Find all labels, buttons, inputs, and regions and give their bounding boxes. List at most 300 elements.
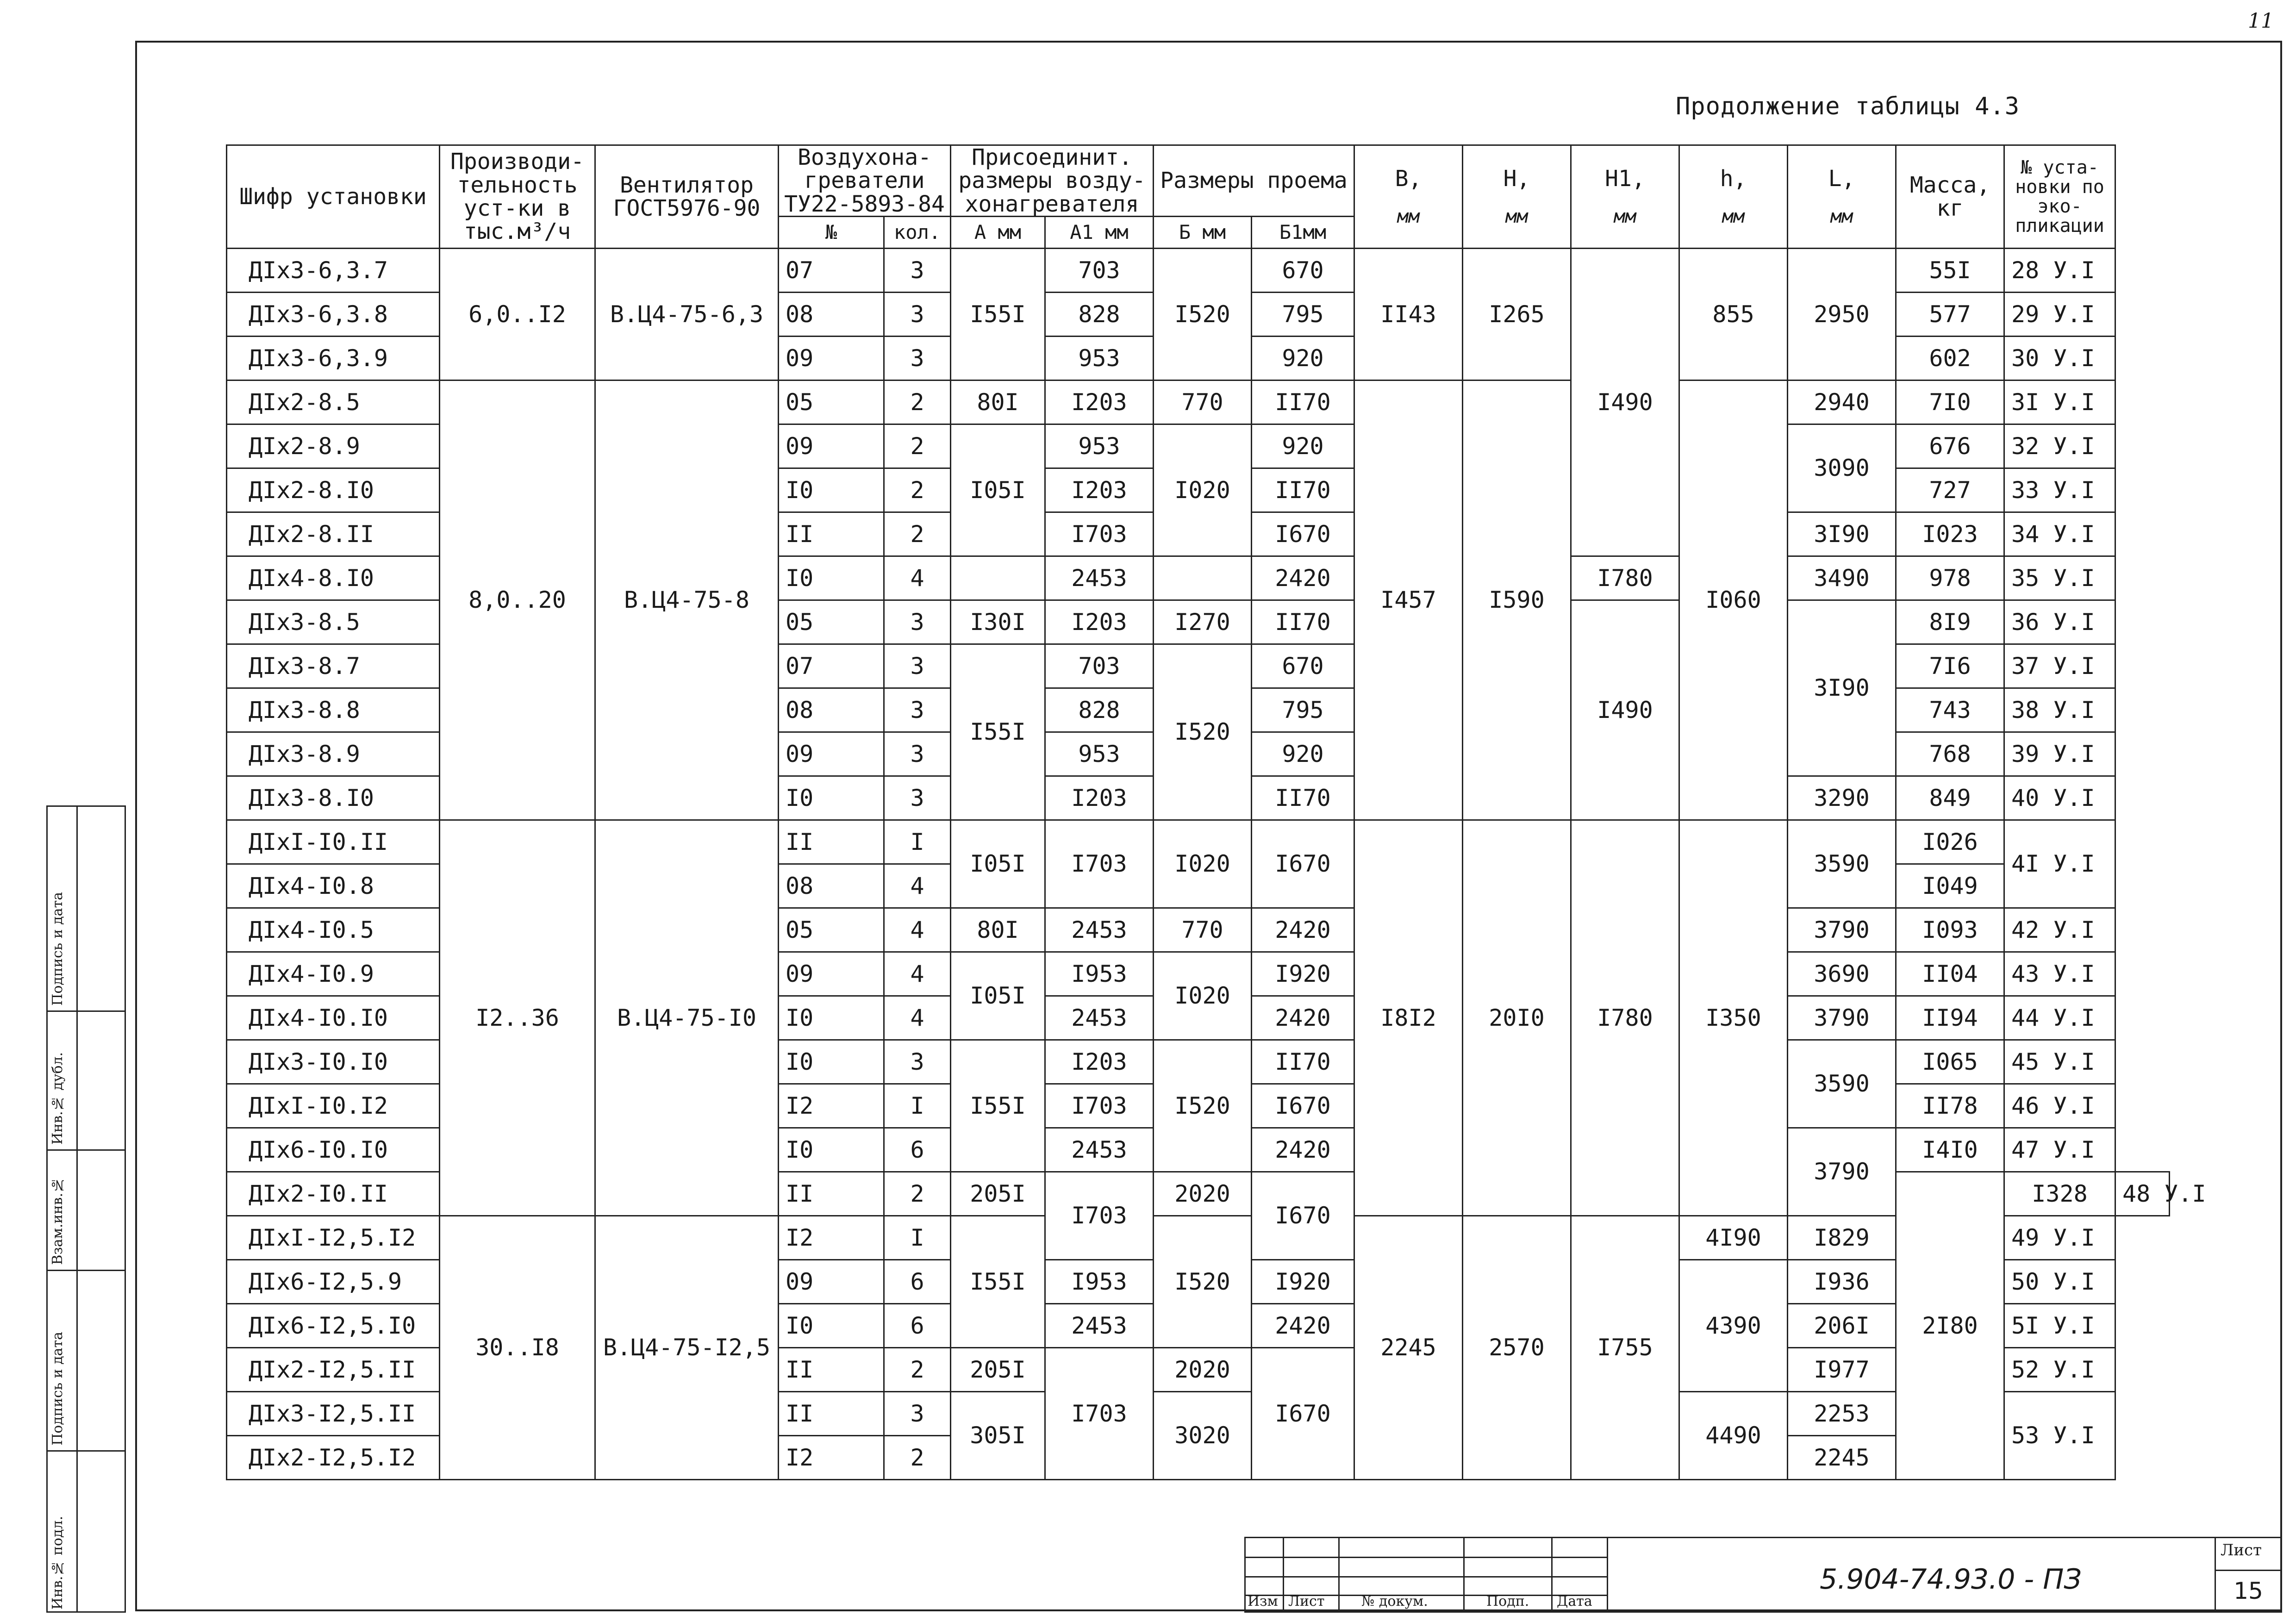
cell-mass: I4I0	[1896, 1128, 2004, 1172]
cell-code: ДIх6-I0.I0	[227, 1128, 440, 1172]
cell-heater-no: 08	[779, 688, 884, 732]
cell-b1-mm: 795	[1252, 688, 1354, 732]
cell-a1-mm: 953	[1045, 732, 1154, 776]
cell-mass: 602	[1896, 337, 2004, 380]
table-row	[227, 249, 2170, 293]
cell-L: 3790	[1788, 996, 1896, 1040]
cell-H1: I490	[1571, 600, 1679, 820]
cell-fan: В.Ц4-75-8	[595, 380, 779, 820]
cell-a1-mm: 953	[1045, 337, 1154, 380]
cell-b1-mm: 920	[1252, 424, 1354, 468]
cell-H1: 2I80	[1896, 1172, 2004, 1480]
cell-a1-mm: 2453	[1045, 556, 1154, 600]
cell-install-no: 30 У.I	[2004, 337, 2115, 380]
cell-heater-no: 05	[779, 380, 884, 424]
table-body	[227, 249, 2206, 1480]
cell-heater-no: I0	[779, 1128, 884, 1172]
cell-b-mm: I020	[1154, 952, 1252, 1040]
cell-mass: 978	[1896, 556, 2004, 600]
grid-line	[1463, 1538, 1465, 1611]
cell-heater-no: I2	[779, 1436, 884, 1480]
cell-L: 4490	[1679, 1392, 1788, 1480]
cell-mass: II04	[1896, 952, 2004, 996]
header-h: h, мм	[1679, 145, 1788, 249]
cell-install-no: 37 У.I	[2004, 644, 2115, 688]
table-row	[227, 1216, 2170, 1260]
strip-cell-inv-dubl	[48, 1010, 125, 1149]
header-fan: Вентилятор ГОСТ5976-90	[595, 145, 779, 249]
cell-mass: I093	[1896, 908, 2004, 952]
cell-h: I755	[1571, 1216, 1679, 1480]
cell-b1-mm: 795	[1252, 293, 1354, 337]
cell-heater-no: 08	[779, 293, 884, 337]
cell-mass: 743	[1896, 688, 2004, 732]
corner-page-number: 11	[2248, 9, 2274, 33]
cell-a1-mm: 703	[1045, 644, 1154, 688]
strip-cell-sign-date-2	[48, 807, 125, 1010]
cell-install-no: 49 У.I	[2004, 1216, 2115, 1260]
cell-L: 3290	[1788, 776, 1896, 820]
cell-mass: 577	[1896, 293, 2004, 337]
sheet-number: 15	[2216, 1570, 2281, 1604]
cell-a1-mm: 828	[1045, 688, 1154, 732]
cell-b1-mm: I670	[1252, 1084, 1354, 1128]
cell-code: ДIх4-I0.5	[227, 908, 440, 952]
cell-mass: 768	[1896, 732, 2004, 776]
cell-a-mm: 205I	[951, 1348, 1045, 1392]
grid-line	[1338, 1538, 1340, 1611]
header-opening: Размеры проема	[1154, 145, 1354, 217]
cell-code: ДIх3-8.I0	[227, 776, 440, 820]
header-a-mm: А мм	[951, 217, 1045, 249]
cell-mass: I049	[1896, 864, 2004, 908]
cell-b1-mm: 670	[1252, 249, 1354, 293]
header-L: L, мм	[1788, 145, 1896, 249]
cell-code: ДIх6-I2,5.9	[227, 1260, 440, 1304]
cell-heater-qty: 3	[884, 1392, 951, 1436]
header-B: В, мм	[1354, 145, 1463, 249]
header-H: Н, мм	[1463, 145, 1571, 249]
cell-fan: В.Ц4-75-6,3	[595, 249, 779, 380]
cell-L: 4390	[1679, 1260, 1788, 1392]
cell-b1-mm: 2420	[1252, 996, 1354, 1040]
cell-H1: I780	[1571, 820, 1679, 1216]
cell-install-no: 48 У.I	[2115, 1172, 2170, 1216]
tb-header-podp: Подп.	[1486, 1593, 1529, 1609]
cell-heater-no: I0	[779, 556, 884, 600]
cell-heater-qty: 3	[884, 1040, 951, 1084]
header-mass: Масса, кг	[1896, 145, 2004, 249]
table-row	[227, 820, 2170, 864]
grid-line	[1246, 1557, 1607, 1558]
cell-H: I265	[1463, 249, 1571, 380]
cell-heater-qty: 2	[884, 1348, 951, 1392]
cell-heater-qty: 2	[884, 380, 951, 424]
revision-grid	[1246, 1538, 1608, 1611]
cell-B: I8I2	[1354, 820, 1463, 1216]
cell-a1-mm: I203	[1045, 380, 1154, 424]
cell-install-no: 52 У.I	[2004, 1348, 2115, 1392]
cell-mass: 55I	[1896, 249, 2004, 293]
cell-install-no: 35 У.I	[2004, 556, 2115, 600]
cell-heater-qty: 3	[884, 249, 951, 293]
strip-cell-vzam-inv	[48, 1149, 125, 1270]
cell-install-no: 40 У.I	[2004, 776, 2115, 820]
data-table	[226, 144, 2206, 1480]
cell-heater-qty: 6	[884, 1128, 951, 1172]
cell-heater-qty: 4	[884, 864, 951, 908]
cell-heater-qty: 6	[884, 1260, 951, 1304]
strip-cell-sign-date-1	[48, 1270, 125, 1450]
cell-a-mm	[951, 556, 1045, 600]
cell-heater-qty: 2	[884, 424, 951, 468]
cell-a1-mm: 2453	[1045, 1128, 1154, 1172]
cell-B: I457	[1354, 380, 1463, 820]
cell-code: ДIх3-6,3.9	[227, 337, 440, 380]
cell-code: ДIх3-8.5	[227, 600, 440, 644]
cell-code: ДIх3-6,3.7	[227, 249, 440, 293]
cell-install-no: 36 У.I	[2004, 600, 2115, 644]
cell-install-no: 46 У.I	[2004, 1084, 2115, 1128]
cell-b1-mm: II70	[1252, 1040, 1354, 1084]
cell-a1-mm: 703	[1045, 249, 1154, 293]
cell-mass: II94	[1896, 996, 2004, 1040]
cell-L: 3590	[1788, 820, 1896, 908]
cell-install-no: 38 У.I	[2004, 688, 2115, 732]
cell-a-mm: I30I	[951, 600, 1045, 644]
cell-b-mm: I270	[1154, 600, 1252, 644]
cell-heater-no: II	[779, 1392, 884, 1436]
header-capacity: Производи-тельность уст-ки в тыс.м³/ч	[440, 145, 595, 249]
cell-b-mm: I520	[1154, 1040, 1252, 1172]
cell-a1-mm: 2453	[1045, 996, 1154, 1040]
cell-heater-qty: 3	[884, 600, 951, 644]
cell-code: ДIхI-I2,5.I2	[227, 1216, 440, 1260]
cell-install-no: 32 У.I	[2004, 424, 2115, 468]
cell-install-no: 34 У.I	[2004, 512, 2115, 556]
cell-b-mm: 770	[1154, 380, 1252, 424]
cell-a-mm: I55I	[951, 644, 1045, 820]
cell-heater-qty: 3	[884, 688, 951, 732]
cell-heater-no: 07	[779, 249, 884, 293]
cell-b1-mm: 920	[1252, 732, 1354, 776]
cell-h: I350	[1679, 820, 1788, 1216]
cell-heater-no: 09	[779, 732, 884, 776]
cell-b-mm: 3020	[1154, 1392, 1252, 1480]
cell-b1-mm: 2420	[1252, 556, 1354, 600]
cell-a1-mm: 2453	[1045, 908, 1154, 952]
table-caption: Продолжение таблицы 4.3	[1676, 93, 2020, 120]
cell-mass: 7I6	[1896, 644, 2004, 688]
cell-a1-mm: I703	[1045, 512, 1154, 556]
cell-a1-mm: I703	[1045, 1172, 1154, 1260]
cell-a-mm: I05I	[951, 820, 1045, 908]
table-row	[227, 380, 2170, 424]
cell-install-no: 28 У.I	[2004, 249, 2115, 293]
cell-code: ДIх2-8.9	[227, 424, 440, 468]
cell-L: 2940	[1788, 380, 1896, 424]
cell-heater-no: I0	[779, 468, 884, 512]
cell-heater-qty: 3	[884, 293, 951, 337]
cell-a1-mm: I203	[1045, 776, 1154, 820]
cell-a1-mm: I203	[1045, 600, 1154, 644]
cell-H: I590	[1463, 380, 1571, 820]
strip-label-vzam-inv: Взам.инв.№	[50, 1177, 66, 1265]
cell-code: ДIхI-I0.I2	[227, 1084, 440, 1128]
cell-mass: 849	[1896, 776, 2004, 820]
cell-b1-mm: II70	[1252, 380, 1354, 424]
cell-a-mm: I55I	[951, 1040, 1045, 1172]
cell-a-mm: I55I	[951, 1216, 1045, 1348]
cell-heater-qty: 2	[884, 1436, 951, 1480]
cell-b-mm: I020	[1154, 820, 1252, 908]
cell-L: 4I90	[1679, 1216, 1788, 1260]
cell-heater-no: II	[779, 1348, 884, 1392]
header-heater-qty: кол.	[884, 217, 951, 249]
cell-code: ДIх3-8.9	[227, 732, 440, 776]
cell-install-no: 53 У.I	[2004, 1392, 2115, 1480]
tb-header-list: Лист	[1288, 1593, 1325, 1609]
cell-b-mm: I020	[1154, 424, 1252, 556]
cell-code: ДIх4-8.I0	[227, 556, 440, 600]
cell-a-mm: 80I	[951, 908, 1045, 952]
cell-L: 3590	[1788, 1040, 1896, 1128]
sheet-box	[2215, 1538, 2281, 1611]
cell-mass: 676	[1896, 424, 2004, 468]
cell-code: ДIх2-I2,5.I2	[227, 1436, 440, 1480]
cell-install-no: 47 У.I	[2004, 1128, 2115, 1172]
cell-heater-qty: 3	[884, 337, 951, 380]
cell-install-no: 4I У.I	[2004, 820, 2115, 908]
cell-heater-qty: 3	[884, 776, 951, 820]
cell-b1-mm: I920	[1252, 952, 1354, 996]
cell-mass: I328	[2004, 1172, 2115, 1216]
cell-install-no: 43 У.I	[2004, 952, 2115, 996]
cell-L: 3090	[1788, 424, 1896, 512]
cell-mass: 8I9	[1896, 600, 2004, 644]
cell-heater-no: II	[779, 820, 884, 864]
cell-B: II43	[1354, 249, 1463, 380]
cell-install-no: 5I У.I	[2004, 1304, 2115, 1348]
cell-b-mm: 2020	[1154, 1172, 1252, 1216]
cell-a-mm: 305I	[951, 1392, 1045, 1480]
cell-a1-mm: I703	[1045, 820, 1154, 908]
cell-heater-qty: I	[884, 1084, 951, 1128]
cell-heater-no: I0	[779, 776, 884, 820]
cell-fan: В.Ц4-75-I2,5	[595, 1216, 779, 1480]
cell-a-mm: 80I	[951, 380, 1045, 424]
cell-mass: I829	[1788, 1216, 1896, 1260]
cell-heater-qty: 3	[884, 644, 951, 688]
header-install-no: № уста-новки по эко-пликации	[2004, 145, 2115, 249]
cell-code: ДIх2-8.II	[227, 512, 440, 556]
cell-a1-mm: I203	[1045, 468, 1154, 512]
cell-B: 2245	[1354, 1216, 1463, 1480]
cell-a1-mm: I953	[1045, 952, 1154, 996]
header-connect: Присоединит. размеры возду-хонагревателя	[951, 145, 1154, 217]
tb-header-data: Дата	[1557, 1593, 1592, 1609]
cell-b1-mm: I670	[1252, 820, 1354, 908]
cell-L: 3490	[1788, 556, 1896, 600]
cell-b1-mm: I670	[1252, 1348, 1354, 1480]
cell-heater-qty: 4	[884, 952, 951, 996]
cell-heater-no: 09	[779, 424, 884, 468]
cell-heater-no: 09	[779, 337, 884, 380]
header-heater-no: №	[779, 217, 884, 249]
cell-heater-qty: 6	[884, 1304, 951, 1348]
cell-mass: I936	[1788, 1260, 1896, 1304]
cell-heater-qty: 4	[884, 556, 951, 600]
cell-heater-qty: 2	[884, 512, 951, 556]
cell-capacity: 8,0..20	[440, 380, 595, 820]
cell-b-mm: I520	[1154, 644, 1252, 820]
cell-a-mm: I05I	[951, 952, 1045, 1040]
strip-label-sign-date-2: Подпись и дата	[50, 892, 66, 1006]
cell-a1-mm: 828	[1045, 293, 1154, 337]
cell-b1-mm: 2420	[1252, 908, 1354, 952]
cell-fan: В.Ц4-75-I0	[595, 820, 779, 1216]
grid-line	[1283, 1538, 1284, 1611]
cell-heater-qty: 3	[884, 732, 951, 776]
cell-H: 2570	[1463, 1216, 1571, 1480]
cell-a1-mm: I703	[1045, 1348, 1154, 1480]
strip-label-sign-date-1: Подпись и дата	[50, 1332, 66, 1446]
cell-code: ДIх3-I2,5.II	[227, 1392, 440, 1436]
header-code: Шифр установки	[227, 145, 440, 249]
cell-code: ДIх4-I0.8	[227, 864, 440, 908]
cell-mass: II78	[1896, 1084, 2004, 1128]
cell-a1-mm: I953	[1045, 1260, 1154, 1304]
cell-mass: 2245	[1788, 1436, 1896, 1480]
cell-b-mm: I520	[1154, 1216, 1252, 1348]
tb-header-izm: Изм	[1248, 1593, 1278, 1609]
cell-b1-mm: 920	[1252, 337, 1354, 380]
cell-b1-mm: 2420	[1252, 1128, 1354, 1172]
cell-b1-mm: I670	[1252, 1172, 1354, 1260]
cell-mass: I065	[1896, 1040, 2004, 1084]
cell-mass: I023	[1896, 512, 2004, 556]
header-H1: Н1, мм	[1571, 145, 1679, 249]
cell-mass: I026	[1896, 820, 2004, 864]
cell-mass: 727	[1896, 468, 2004, 512]
cell-b-mm: 2020	[1154, 1348, 1252, 1392]
cell-b1-mm: II70	[1252, 776, 1354, 820]
strip-cell-inv-podl	[48, 1450, 125, 1614]
side-stamp-strip	[46, 805, 126, 1613]
cell-code: ДIх3-8.7	[227, 644, 440, 688]
cell-b-mm: I520	[1154, 249, 1252, 380]
cell-code: ДIхI-I0.II	[227, 820, 440, 864]
header-b1-mm: Б1мм	[1252, 217, 1354, 249]
grid-line	[1551, 1538, 1553, 1611]
cell-heater-qty: I	[884, 820, 951, 864]
cell-code: ДIх2-I0.II	[227, 1172, 440, 1216]
cell-b1-mm: II70	[1252, 600, 1354, 644]
cell-b-mm	[1154, 556, 1252, 600]
cell-heater-no: I0	[779, 996, 884, 1040]
grid-line	[1246, 1576, 1607, 1578]
cell-a-mm: I55I	[951, 249, 1045, 380]
header-heaters: Воздухона-греватели ТУ22-5893-84	[779, 145, 951, 217]
cell-a1-mm: I703	[1045, 1084, 1154, 1128]
cell-b1-mm: I920	[1252, 1260, 1354, 1304]
cell-L: 3I90	[1788, 600, 1896, 776]
cell-install-no: 3I У.I	[2004, 380, 2115, 424]
cell-install-no: 45 У.I	[2004, 1040, 2115, 1084]
cell-install-no: 44 У.I	[2004, 996, 2115, 1040]
cell-capacity: I2..36	[440, 820, 595, 1216]
cell-b1-mm: 670	[1252, 644, 1354, 688]
cell-code: ДIх3-I0.I0	[227, 1040, 440, 1084]
cell-heater-no: II	[779, 512, 884, 556]
tb-header-doc: № докум.	[1361, 1593, 1428, 1609]
cell-heater-no: 08	[779, 864, 884, 908]
cell-install-no: 33 У.I	[2004, 468, 2115, 512]
cell-code: ДIх3-6,3.8	[227, 293, 440, 337]
cell-b-mm: 770	[1154, 908, 1252, 952]
cell-capacity: 6,0..I2	[440, 249, 595, 380]
cell-install-no: 42 У.I	[2004, 908, 2115, 952]
header-b-mm: Б мм	[1154, 217, 1252, 249]
cell-install-no: 50 У.I	[2004, 1260, 2115, 1304]
cell-a-mm: I05I	[951, 424, 1045, 556]
cell-heater-no: 09	[779, 952, 884, 996]
cell-capacity: 30..I8	[440, 1216, 595, 1480]
cell-b1-mm: I670	[1252, 512, 1354, 556]
cell-code: ДIх3-8.8	[227, 688, 440, 732]
cell-H: 20I0	[1463, 820, 1571, 1216]
cell-H1: I780	[1571, 556, 1679, 600]
cell-code: ДIх2-8.5	[227, 380, 440, 424]
cell-heater-no: 07	[779, 644, 884, 688]
cell-mass: I977	[1788, 1348, 1896, 1392]
cell-heater-no: 05	[779, 908, 884, 952]
cell-heater-qty: 4	[884, 908, 951, 952]
cell-install-no: 29 У.I	[2004, 293, 2115, 337]
cell-code: ДIх2-I2,5.II	[227, 1348, 440, 1392]
cell-mass: 2253	[1788, 1392, 1896, 1436]
cell-heater-qty: 2	[884, 468, 951, 512]
cell-heater-no: I0	[779, 1304, 884, 1348]
cell-heater-no: 09	[779, 1260, 884, 1304]
cell-heater-no: 05	[779, 600, 884, 644]
cell-a-mm: 205I	[951, 1172, 1045, 1216]
cell-h: 855	[1679, 249, 1788, 380]
cell-heater-no: II	[779, 1172, 884, 1216]
cell-heater-qty: I	[884, 1216, 951, 1260]
header-a1-mm: А1 мм	[1045, 217, 1154, 249]
cell-heater-no: I2	[779, 1084, 884, 1128]
sheet-label: Лист	[2221, 1541, 2262, 1559]
cell-heater-qty: 4	[884, 996, 951, 1040]
document-number: 5.904-74.93.0 - ПЗ	[1820, 1563, 2082, 1596]
cell-a1-mm: 953	[1045, 424, 1154, 468]
cell-L: 3690	[1788, 952, 1896, 996]
cell-code: ДIх6-I2,5.I0	[227, 1304, 440, 1348]
cell-mass: 206I	[1788, 1304, 1896, 1348]
title-block	[1244, 1537, 2282, 1613]
cell-code: ДIх4-I0.9	[227, 952, 440, 996]
cell-b1-mm: 2420	[1252, 1304, 1354, 1348]
cell-L: 3790	[1788, 1128, 1896, 1216]
strip-label-inv-podl: Инв.№ подл.	[50, 1515, 66, 1609]
cell-heater-no: I0	[779, 1040, 884, 1084]
cell-H1: I490	[1571, 249, 1679, 556]
cell-L: 2950	[1788, 249, 1896, 380]
cell-install-no: 39 У.I	[2004, 732, 2115, 776]
cell-mass: 7I0	[1896, 380, 2004, 424]
cell-heater-qty: 2	[884, 1172, 951, 1216]
